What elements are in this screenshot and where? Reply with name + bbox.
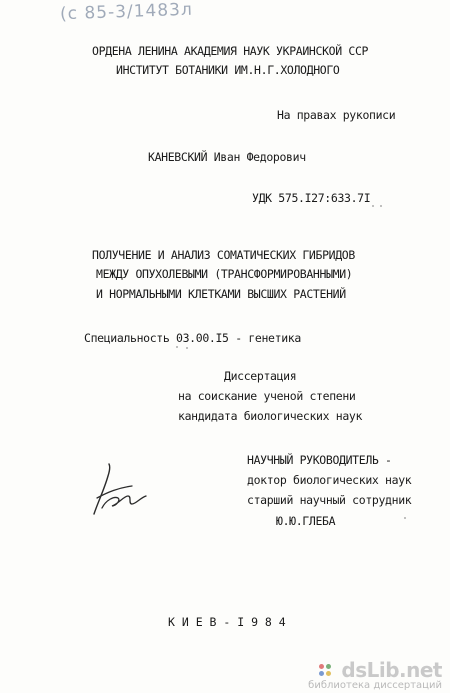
degree-line-2: на соискание ученой степени [178, 389, 356, 403]
paper-speck [380, 205, 382, 207]
watermark-tagline: библиотека диссертаций [308, 680, 442, 691]
logo-dot [326, 671, 331, 676]
thesis-title-line-3: И НОРМАЛЬНЫМИ КЛЕТКАМИ ВЫСШИХ РАСТЕНИЙ [96, 287, 346, 301]
logo-dot [326, 664, 331, 669]
udc-code: УДК 575.I27:633.7I [252, 191, 371, 205]
handwritten-signature [88, 462, 158, 520]
city-and-year: К И Е В - I 9 8 4 [168, 615, 286, 629]
paper-speck [176, 346, 178, 348]
degree-line-1: Диссертация [224, 369, 297, 383]
watermark-logo [308, 658, 442, 682]
logo-dots-icon [319, 664, 337, 676]
paper-speck [404, 517, 406, 519]
specialty: Специальность 03.00.I5 - генетика [84, 331, 301, 345]
logo-dot [319, 671, 324, 676]
site-watermark [308, 658, 442, 691]
author-name: КАНЕВСКИЙ Иван Федорович [148, 150, 306, 164]
supervisor-name: Ю.Ю.ГЛЕБА [276, 514, 336, 528]
degree-line-3: кандидата биологических наук [178, 409, 363, 423]
thesis-title-line-1: ПОЛУЧЕНИЕ И АНАЛИЗ СОМАТИЧЕСКИХ ГИБРИДОВ [92, 248, 355, 262]
supervisor-title: НАУЧНЫЙ РУКОВОДИТЕЛЬ - [247, 453, 392, 467]
supervisor-rank: старший научный сотрудник [247, 493, 412, 507]
thesis-title-line-2: МЕЖДУ ОПУХОЛЕВЫМИ (ТРАНСФОРМИРОВАННЫМИ) [96, 267, 353, 281]
logo-dot [319, 664, 324, 669]
rights-note: На правах рукописи [277, 108, 396, 122]
archive-stamp: (с 85-3/1483л [59, 0, 194, 25]
supervisor-degree: доктор биологических наук [247, 473, 412, 487]
paper-speck [186, 347, 188, 349]
header-academy: ОРДЕНА ЛЕНИНА АКАДЕМИЯ НАУК УКРАИНСКОЙ ССР [92, 44, 369, 58]
header-institute: ИНСТИТУТ БОТАНИКИ ИМ.Н.Г.ХОЛОДНОГО [116, 63, 340, 77]
paper-speck [372, 205, 374, 207]
watermark-brand: dsLib.net [341, 658, 442, 682]
